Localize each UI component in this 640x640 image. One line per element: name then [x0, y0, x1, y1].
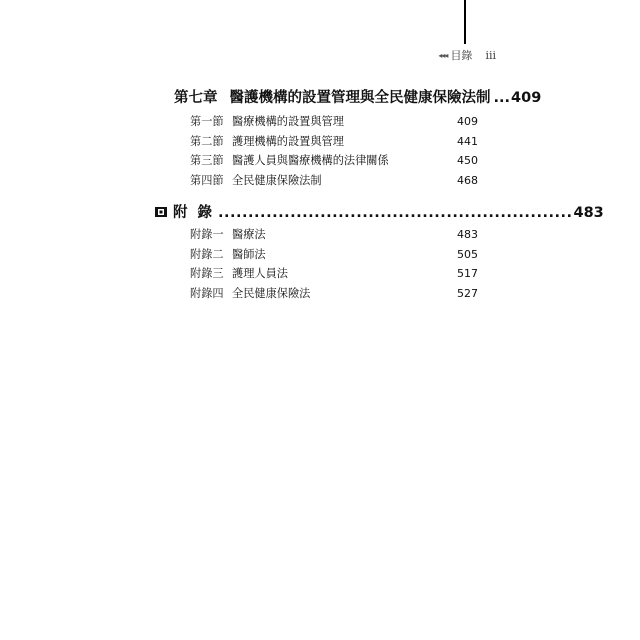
- appendix-item[interactable]: [190, 265, 478, 285]
- section-number: 第四節: [190, 173, 224, 187]
- appendix-item-title: 醫師法: [232, 247, 266, 261]
- section-entry[interactable]: [190, 172, 478, 192]
- section-entry[interactable]: [190, 113, 478, 133]
- appendix-item[interactable]: [190, 246, 478, 266]
- appendix-item-number: 附錄四: [190, 286, 224, 300]
- appendix-item-page: 505: [457, 247, 478, 261]
- appendix-page: 483: [573, 205, 604, 221]
- section-page: 441: [457, 134, 478, 148]
- appendix-item[interactable]: [190, 285, 478, 305]
- appendix-item-title: 醫療法: [232, 228, 266, 241]
- leader-dots: ...........................................................: [218, 205, 573, 221]
- section-entry[interactable]: [190, 152, 478, 172]
- top-rule-line: [464, 0, 466, 44]
- running-header: [438, 47, 496, 63]
- appendix-item-title: 全民健康保險法: [232, 286, 311, 300]
- chapter-7-section-list: [190, 113, 478, 191]
- chapter-title: 醫護機構的設置管理與全民健康保險法制: [229, 90, 491, 106]
- book-marker-icon: [155, 206, 167, 218]
- leader-dots: ...: [493, 90, 511, 106]
- appendix-item-number: 附錄三: [190, 267, 224, 280]
- appendix-item-page: 483: [457, 228, 478, 241]
- appendix-item-number: 附錄一: [190, 228, 224, 241]
- section-title: 醫療機構的設置與管理: [232, 115, 344, 128]
- arrows-left-icon: ◂◂◂: [438, 50, 448, 60]
- appendix-item-number: 附錄二: [190, 247, 224, 261]
- section-entry[interactable]: [190, 133, 478, 153]
- chapter-number: 第七章: [174, 90, 218, 106]
- appendix-item-title: 護理人員法: [232, 267, 288, 280]
- appendix-item[interactable]: [190, 226, 478, 246]
- section-number: 第二節: [190, 134, 224, 148]
- section-title: 醫護人員與醫療機構的法律關係: [232, 154, 389, 167]
- section-number: 第一節: [190, 115, 224, 128]
- section-title: 護理機構的設置與管理: [232, 134, 344, 148]
- chapter-7-entry[interactable]: [174, 86, 542, 107]
- appendix-entry[interactable]: [155, 201, 604, 222]
- appendix-item-list: [190, 226, 478, 304]
- chapter-page: 409: [511, 90, 542, 106]
- section-page: 409: [457, 115, 478, 128]
- section-page: 450: [457, 154, 478, 167]
- appendix-item-page: 527: [457, 286, 478, 300]
- appendix-item-page: 517: [457, 267, 478, 280]
- section-number: 第三節: [190, 154, 224, 167]
- section-page: 468: [457, 173, 478, 187]
- appendix-title: 附錄: [173, 205, 222, 221]
- section-title: 全民健康保險法制: [232, 173, 322, 187]
- header-page-number: iii: [485, 48, 496, 62]
- header-section-title: 目錄: [450, 49, 473, 62]
